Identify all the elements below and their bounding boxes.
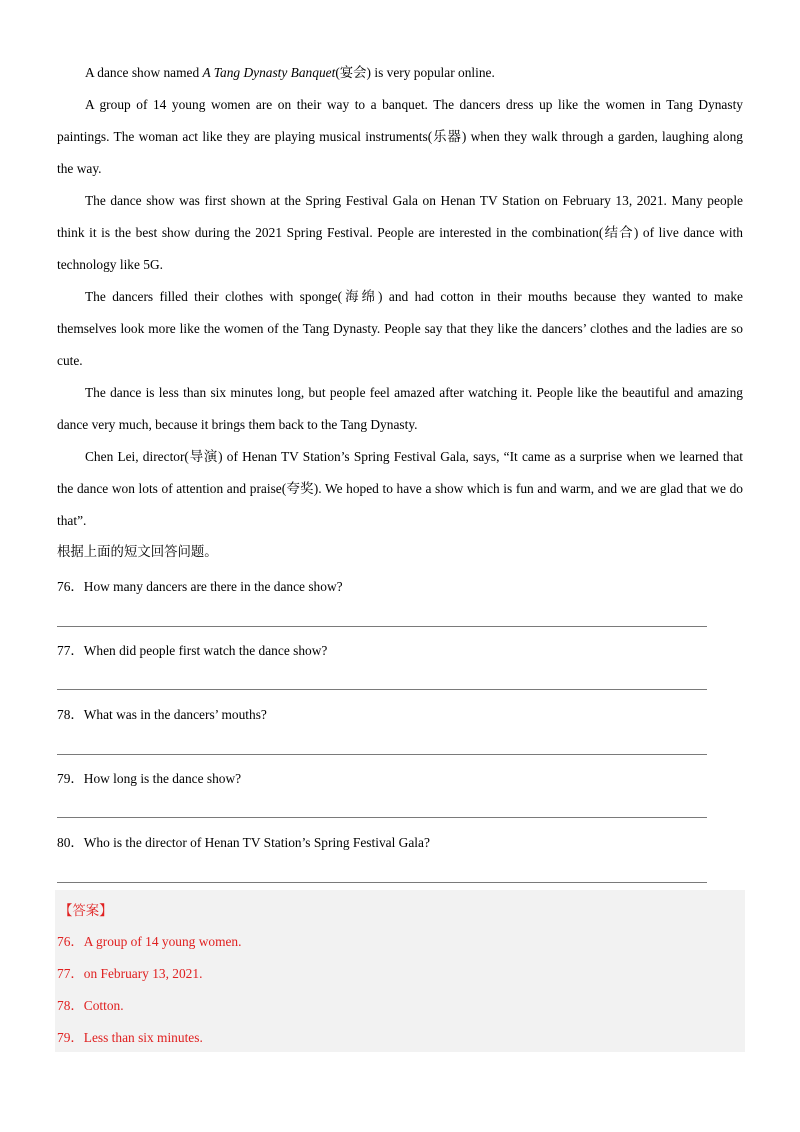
paragraph-2: A group of 14 young women are on their way to a banquet. The dancers dress up like the women in Tang Dynasty paintings. The woman act like they are playing musical instruments(乐器) when they walk through a garden, laughing along the way. xyxy=(57,97,743,176)
question-number: 79． xyxy=(57,771,84,786)
answer-76 xyxy=(57,931,241,950)
answer-78 xyxy=(57,995,124,1014)
question-78 xyxy=(57,705,267,725)
answer-number: 79． xyxy=(57,1030,84,1045)
question-text: Who is the director of Henan TV Station’s Spring Festival Gala? xyxy=(83,835,430,850)
question-77 xyxy=(57,641,327,661)
answer-line-77[interactable] xyxy=(57,689,707,690)
question-text: How many dancers are there in the dance show? xyxy=(83,579,343,594)
answer-text: on February 13, 2021. xyxy=(83,966,203,981)
answer-line-76[interactable] xyxy=(57,626,707,627)
answer-79 xyxy=(57,1027,203,1046)
question-number: 77． xyxy=(57,643,84,658)
answer-line-79[interactable] xyxy=(57,817,707,818)
answer-key-box xyxy=(55,890,745,1052)
paragraph-3: The dance show was first shown at the Spring Festival Gala on Henan TV Station on February 13, 2021. Many people think it is the best show during the 2021 Spring Festival. People are interested in the combination(结合) of live dance with technology like 5G. xyxy=(57,193,743,272)
question-number: 80． xyxy=(57,835,84,850)
answer-text: Cotton. xyxy=(83,998,124,1013)
answer-text: A group of 14 young women. xyxy=(83,934,242,949)
answer-77 xyxy=(57,963,202,982)
paragraph-5: The dance is less than six minutes long, but people feel amazed after watching it. People like the beautiful and amazing dance very much, because it brings them back to the Tang Dynasty. xyxy=(57,385,743,432)
answer-number: 76． xyxy=(57,934,84,949)
paragraph-4: The dancers filled their clothes with sponge(海绵) and had cotton in their mouths because they wanted to make themselves look more like the women of the Tang Dynasty. People say that they like the dancers’ clothes and the ladies are so cute. xyxy=(57,289,743,368)
answer-number: 78． xyxy=(57,998,84,1013)
question-text: What was in the dancers’ mouths? xyxy=(83,707,267,722)
answer-line-80[interactable] xyxy=(57,882,707,883)
show-title: A Tang Dynasty Banquet xyxy=(202,65,336,80)
question-text: How long is the dance show? xyxy=(83,771,242,786)
question-number: 76． xyxy=(57,579,84,594)
intro-text-before: A dance show named xyxy=(85,65,203,80)
answer-text: Less than six minutes. xyxy=(83,1030,203,1045)
question-76 xyxy=(57,577,343,597)
question-text: When did people first watch the dance show? xyxy=(83,643,328,658)
paragraph-intro xyxy=(57,57,743,89)
answer-number: 77． xyxy=(57,966,84,981)
paragraph-6: Chen Lei, director(导演) of Henan TV Station’s Spring Festival Gala, says, “It came as a surprise when we learned that the dance won lots of attention and praise(夸奖). We hoped to have a show which is fun and warm, and we are glad that we do that”. xyxy=(57,449,743,528)
instruction-text: 根据上面的短文回答问题。 xyxy=(57,545,218,560)
question-number: 78． xyxy=(57,707,84,722)
intro-text-after: (宴会) is very popular online. xyxy=(335,65,495,80)
question-80 xyxy=(57,833,430,853)
question-79 xyxy=(57,769,241,789)
answer-key-heading: 【答案】 xyxy=(59,904,113,919)
answer-line-78[interactable] xyxy=(57,754,707,755)
